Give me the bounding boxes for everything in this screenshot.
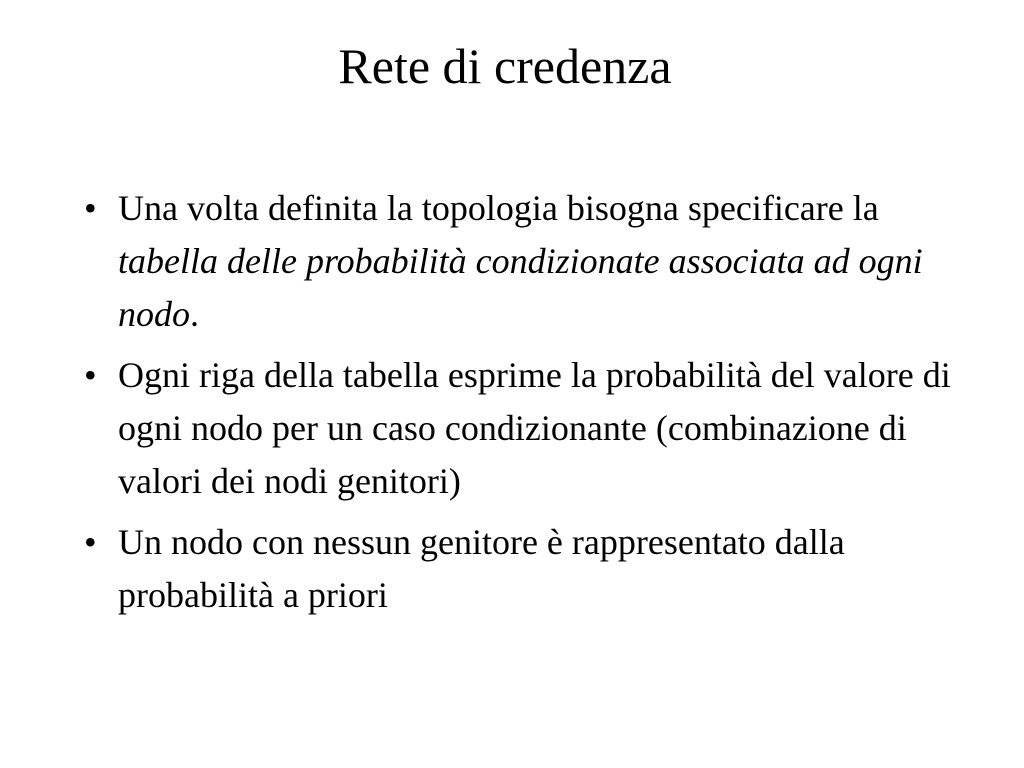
bullet-text [118, 188, 923, 334]
bullet-marker-icon: • [84, 355, 97, 395]
bullet-item-no-parent [84, 516, 964, 622]
bullet-text-italic: tabella delle probabilità condizionate associata ad ogni nodo [118, 241, 923, 334]
bullet-text: Un nodo con nessun genitore è rappresentato dalla probabilità a priori [118, 522, 845, 615]
slide-title: Rete di credenza [338, 38, 672, 94]
bullet-text: Ogni riga della tabella esprime la probabilità del valore di ogni nodo per un caso condizionante (combinazione di valori dei nodi genitori) [118, 355, 951, 501]
bullet-list [84, 182, 964, 630]
bullet-text-plain: Una volta definita la topologia bisogna specificare la [118, 188, 879, 228]
bullet-marker-icon: • [84, 522, 97, 562]
bullet-marker-icon: • [84, 188, 97, 228]
bullet-item-topology [84, 182, 964, 341]
bullet-text-end: . [190, 294, 199, 334]
bullet-item-table-row [84, 349, 964, 508]
